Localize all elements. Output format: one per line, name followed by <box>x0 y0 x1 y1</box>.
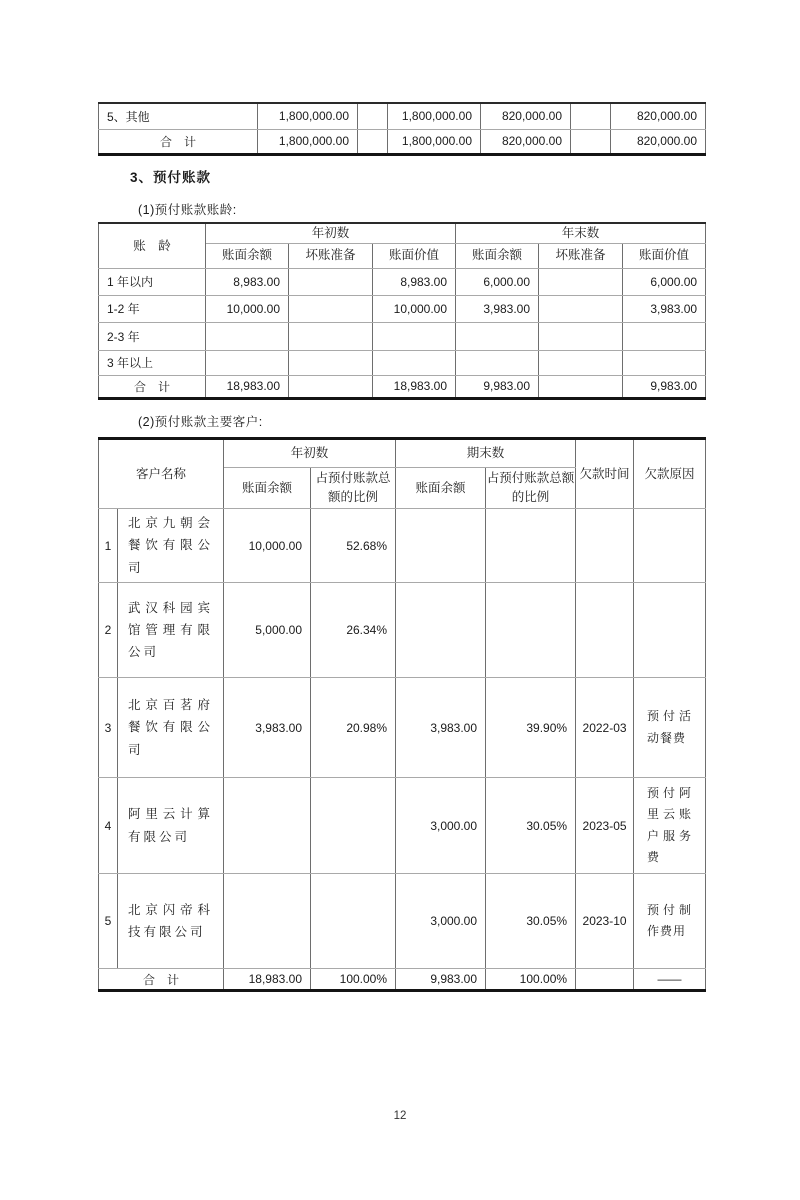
table-cell: 3,000.00 <box>396 778 486 874</box>
table-row <box>99 350 706 375</box>
table-cell: 9,983.00 <box>456 375 539 398</box>
row-number: 3 <box>99 678 118 778</box>
table-cell <box>539 375 623 398</box>
table-cell-dash: —— <box>634 969 706 991</box>
table-row <box>99 322 706 350</box>
table-cell <box>576 583 634 678</box>
customer-name: 武汉科园宾馆管理有限公司 <box>118 583 224 678</box>
table-cell: 1,800,000.00 <box>258 129 358 154</box>
table-cell: 20.98% <box>311 678 396 778</box>
col-header-owe-time: 欠款时间 <box>576 439 634 509</box>
row-label: 合 计 <box>99 969 224 991</box>
table-cell: 820,000.00 <box>481 129 571 154</box>
table-row <box>99 295 706 322</box>
row-label: 1 年以内 <box>99 268 206 295</box>
table-cell: 820,000.00 <box>481 103 571 129</box>
col-header-balance: 账面余额 <box>206 243 289 268</box>
table-cell: 26.34% <box>311 583 396 678</box>
col-header-begin: 年初数 <box>206 223 456 243</box>
table-cell <box>623 350 706 375</box>
table-cell: 3,983.00 <box>224 678 311 778</box>
table-cell <box>289 322 373 350</box>
table-cell: 820,000.00 <box>611 103 706 129</box>
table-cell: 3,000.00 <box>396 874 486 969</box>
customer-name: 北京闪帝科技有限公司 <box>118 874 224 969</box>
table-cell: 2023-10 <box>576 874 634 969</box>
col-header-book-value: 账面价值 <box>623 243 706 268</box>
col-header-bad-debt: 坏账准备 <box>539 243 623 268</box>
table-cell: 5,000.00 <box>224 583 311 678</box>
table-cell: 18,983.00 <box>373 375 456 398</box>
row-label: 3 年以上 <box>99 350 206 375</box>
col-header-balance: 账面余额 <box>396 468 486 509</box>
table-cell: 10,000.00 <box>224 509 311 583</box>
table-cell: 3,983.00 <box>396 678 486 778</box>
table-cell <box>623 322 706 350</box>
table-row <box>99 678 706 778</box>
row-number: 4 <box>99 778 118 874</box>
table-cell: 100.00% <box>311 969 396 991</box>
table-cell: 52.68% <box>311 509 396 583</box>
table-cell <box>373 322 456 350</box>
row-label: 2-3 年 <box>99 322 206 350</box>
col-header-pct: 占预付账款总额的比例 <box>311 468 396 509</box>
customer-name: 北京九朝会餐饮有限公司 <box>118 509 224 583</box>
col-header-customer: 客户名称 <box>99 439 224 509</box>
table-cell <box>289 350 373 375</box>
customers-table <box>98 437 706 992</box>
row-number: 2 <box>99 583 118 678</box>
table-cell <box>456 350 539 375</box>
table-cell <box>571 103 611 129</box>
header-row <box>99 223 706 243</box>
col-header-balance: 账面余额 <box>456 243 539 268</box>
table-row <box>99 583 706 678</box>
table-cell: 2022-03 <box>576 678 634 778</box>
carryover-table <box>98 102 706 156</box>
table-cell: 9,983.00 <box>623 375 706 398</box>
table-cell: 10,000.00 <box>373 295 456 322</box>
table-cell: 1,800,000.00 <box>388 129 481 154</box>
table-row <box>99 778 706 874</box>
col-header-age: 账 龄 <box>99 223 206 268</box>
table-cell: 6,000.00 <box>623 268 706 295</box>
col-header-pct: 占预付账款总额的比例 <box>486 468 576 509</box>
table-cell <box>289 375 373 398</box>
table-cell: 8,983.00 <box>206 268 289 295</box>
row-label: 1-2 年 <box>99 295 206 322</box>
table-cell <box>539 295 623 322</box>
table-cell <box>206 322 289 350</box>
table-cell <box>576 509 634 583</box>
table-row-total <box>99 969 706 991</box>
table-cell <box>576 969 634 991</box>
table-cell <box>311 874 396 969</box>
table-cell: 30.05% <box>486 778 576 874</box>
col-header-end: 年末数 <box>456 223 706 243</box>
table-cell <box>634 583 706 678</box>
table-cell: 10,000.00 <box>206 295 289 322</box>
table-cell <box>289 268 373 295</box>
table-cell <box>373 350 456 375</box>
row-label: 合 计 <box>99 129 258 154</box>
table-cell: 8,983.00 <box>373 268 456 295</box>
table-row <box>99 509 706 583</box>
table-cell: 6,000.00 <box>456 268 539 295</box>
table-cell <box>206 350 289 375</box>
table-cell <box>456 322 539 350</box>
table-cell <box>539 322 623 350</box>
subsection-aging-label: (1)预付账款账龄: <box>138 203 237 217</box>
table-cell: 3,983.00 <box>623 295 706 322</box>
col-header-book-value: 账面价值 <box>373 243 456 268</box>
table-cell: 1,800,000.00 <box>258 103 358 129</box>
table-cell: 1,800,000.00 <box>388 103 481 129</box>
table-cell <box>634 509 706 583</box>
row-number: 1 <box>99 509 118 583</box>
table-cell <box>311 778 396 874</box>
table-cell <box>571 129 611 154</box>
table-cell <box>358 103 388 129</box>
table-cell: 18,983.00 <box>224 969 311 991</box>
table-cell <box>486 583 576 678</box>
row-label: 合 计 <box>99 375 206 398</box>
table-row-total <box>99 375 706 398</box>
table-row <box>99 103 706 129</box>
table-cell: 39.90% <box>486 678 576 778</box>
table-cell: 预付制作费用 <box>634 874 706 969</box>
col-header-owe-reason: 欠款原因 <box>634 439 706 509</box>
table-cell <box>224 874 311 969</box>
table-row <box>99 874 706 969</box>
table-cell: 100.00% <box>486 969 576 991</box>
table-cell: 预付阿里云账户服务费 <box>634 778 706 874</box>
customer-name: 北京百茗府餐饮有限公司 <box>118 678 224 778</box>
section-heading: 3、预付账款 <box>130 170 212 185</box>
table-cell: 820,000.00 <box>611 129 706 154</box>
customer-name: 阿里云计算有限公司 <box>118 778 224 874</box>
table-cell <box>396 583 486 678</box>
table-cell <box>486 509 576 583</box>
col-header-bad-debt: 坏账准备 <box>289 243 373 268</box>
row-label: 5、其他 <box>99 103 258 129</box>
table-cell: 预付活动餐费 <box>634 678 706 778</box>
table-cell: 2023-05 <box>576 778 634 874</box>
col-header-balance: 账面余额 <box>224 468 311 509</box>
table-cell <box>224 778 311 874</box>
table-cell <box>396 509 486 583</box>
aging-table <box>98 222 706 400</box>
table-row-total <box>99 129 706 154</box>
subsection-customers-label: (2)预付账款主要客户: <box>138 415 263 429</box>
page-number: 12 <box>393 1110 407 1122</box>
table-cell: 3,983.00 <box>456 295 539 322</box>
table-cell <box>539 350 623 375</box>
table-cell <box>289 295 373 322</box>
table-cell <box>358 129 388 154</box>
col-header-end: 期末数 <box>396 439 576 468</box>
table-cell: 9,983.00 <box>396 969 486 991</box>
row-number: 5 <box>99 874 118 969</box>
table-cell <box>539 268 623 295</box>
table-row <box>99 268 706 295</box>
col-header-begin: 年初数 <box>224 439 396 468</box>
table-cell: 18,983.00 <box>206 375 289 398</box>
header-row <box>99 439 706 468</box>
table-cell: 30.05% <box>486 874 576 969</box>
